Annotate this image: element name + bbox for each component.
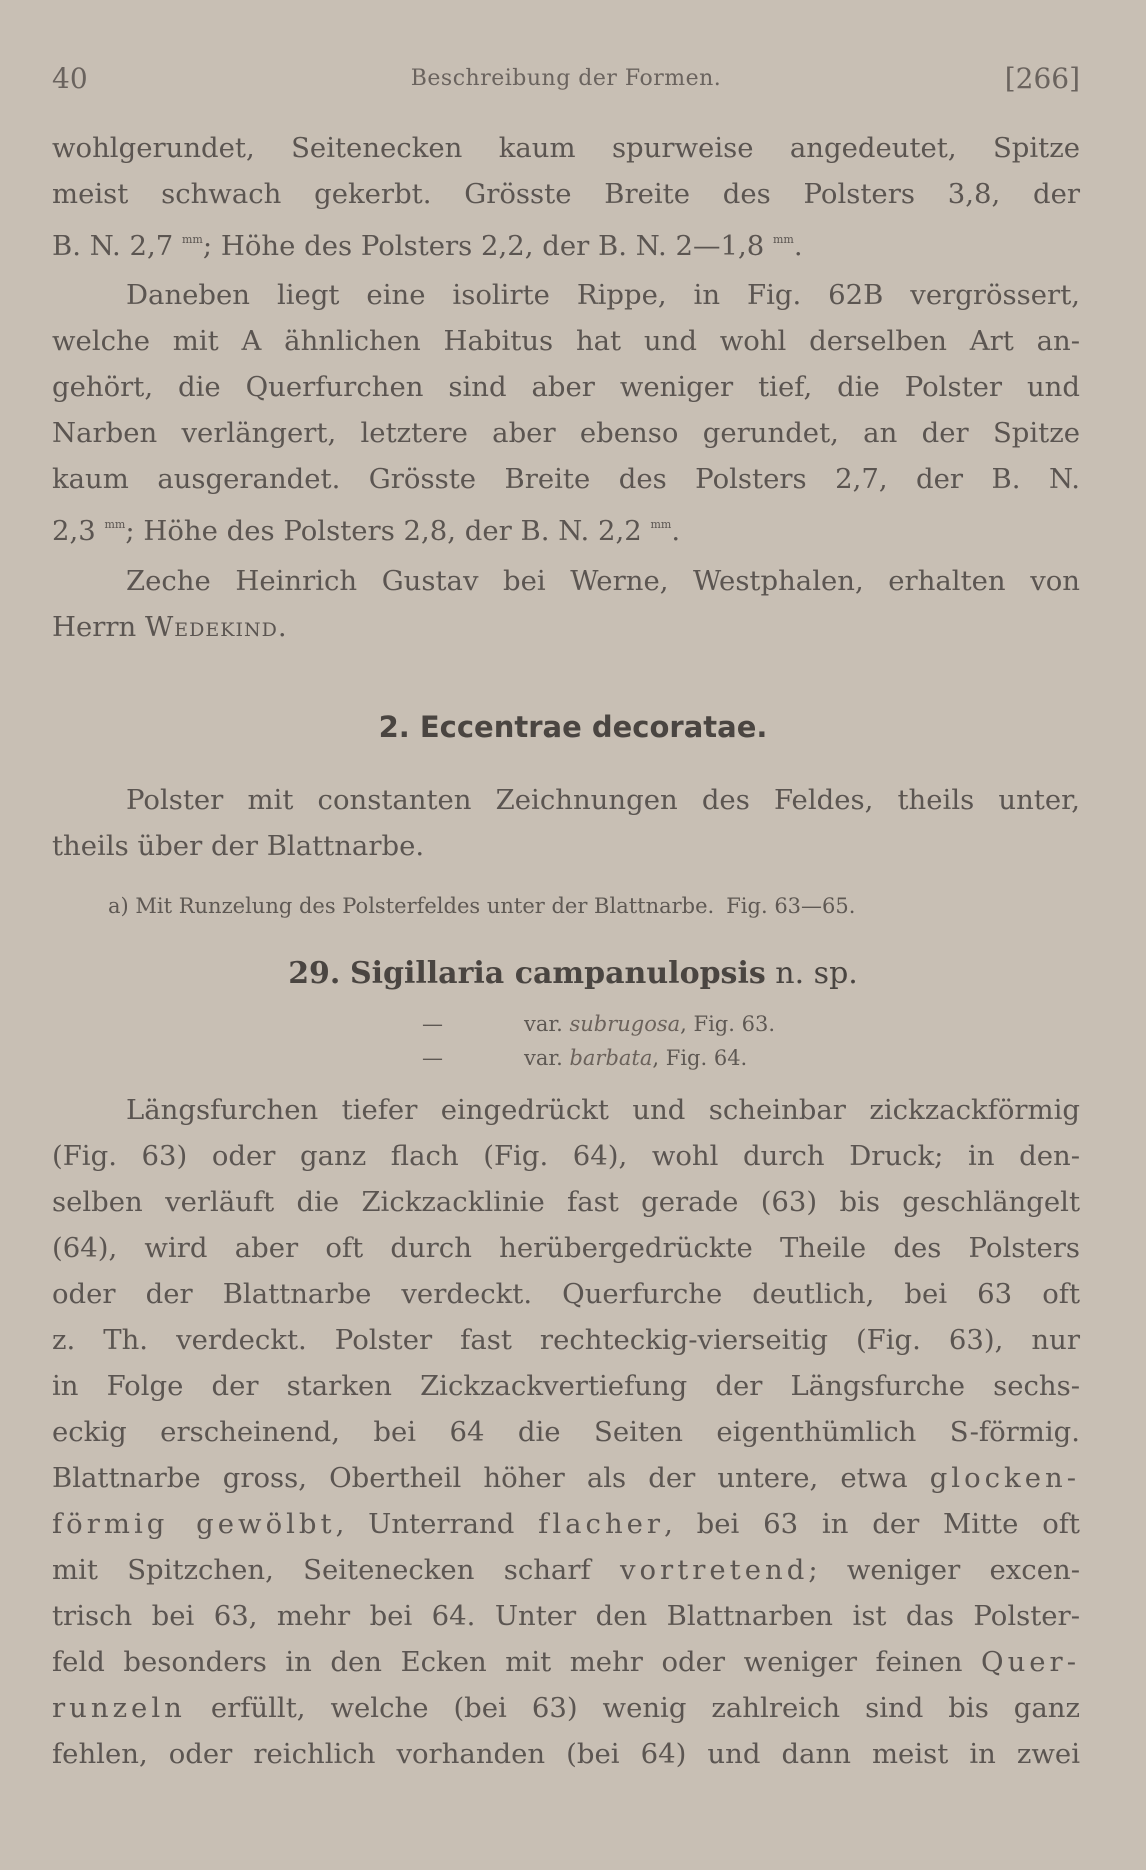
species-heading: 29. Sigillaria campanulopsis n. sp. [288, 956, 858, 991]
text-line: kaum ausgerandet. Grösste Breite des Polsters 2,7, der B. N. [52, 463, 1080, 495]
running-title: Beschreibung der Formen. [410, 66, 722, 91]
section-heading: 2. Eccentrae decoratae. [378, 710, 768, 744]
text-line: meist schwach gekerbt. Grösste Breite des Polsters 3,8, der [52, 178, 1080, 210]
text-line: fehlen, oder reichlich vorhanden (bei 64) und dann meist in zwei [52, 1738, 1080, 1770]
text-line: förmig gewölbt, Unterrand flacher, bei 63 in der Mitte oft [52, 1508, 1080, 1540]
text-line: selben verläuft die Zickzacklinie fast gerade (63) bis geschlängelt [52, 1186, 1080, 1218]
text-line: z. Th. verdeckt. Polster fast rechteckig-vierseitig (Fig. 63), nur [52, 1324, 1080, 1356]
text-line: oder der Blattnarbe verdeckt. Querfurche deutlich, bei 63 oft [52, 1278, 1080, 1310]
text-line: Blattnarbe gross, Obertheil höher als der untere, etwa glocken- [52, 1462, 1080, 1494]
text-line: Herrn Wedekind. [52, 611, 287, 643]
text-line: theils über der Blattnarbe. [52, 830, 425, 862]
text-line: Narben verlängert, letztere aber ebenso gerundet, an der Spitze [52, 417, 1080, 449]
original-page-number: [266] [1004, 62, 1080, 95]
text-line: feld besonders in den Ecken mit mehr oder weniger feinen Quer- [52, 1646, 1080, 1678]
variety-line: — var. barbata, Fig. 64. [422, 1046, 748, 1070]
text-line: welche mit A ähnlichen Habitus hat und wohl derselben Art an- [52, 325, 1080, 357]
text-line: B. N. 2,7 $^{mm}$; Höhe des Polsters 2,2, der B. N. 2—1,8 $^{mm}$. [52, 230, 803, 262]
text-line: 2,3 $^{mm}$; Höhe des Polsters 2,8, der B. N. 2,2 $^{mm}$. [52, 515, 681, 547]
text-line: mit Spitzchen, Seitenecken scharf vortretend; weniger excen- [52, 1554, 1080, 1586]
page-header [52, 62, 1080, 102]
text-line: (Fig. 63) oder ganz flach (Fig. 64), wohl durch Druck; in den- [52, 1140, 1080, 1172]
variety-line: — var. subrugosa, Fig. 63. [422, 1012, 775, 1036]
subsection-heading: a) Mit Runzelung des Polsterfeldes unter der Blattnarbe. Fig. 63—65. [108, 894, 856, 918]
page-number: 40 [52, 62, 88, 95]
text-line: Daneben liegt eine isolirte Rippe, in Fig. 62B vergrössert, [126, 279, 1080, 311]
text-line: runzeln erfüllt, welche (bei 63) wenig zahlreich sind bis ganz [52, 1692, 1080, 1724]
text-line: eckig erscheinend, bei 64 die Seiten eigenthümlich S-förmig. [52, 1416, 1080, 1448]
text-line: gehört, die Querfurchen sind aber weniger tief, die Polster und [52, 371, 1080, 403]
text-line: wohlgerundet, Seitenecken kaum spurweise angedeutet, Spitze [52, 132, 1080, 164]
text-line: trisch bei 63, mehr bei 64. Unter den Blattnarben ist das Polster- [52, 1600, 1080, 1632]
text-line: Längsfurchen tiefer eingedrückt und scheinbar zickzackförmig [126, 1094, 1080, 1126]
person-name: Wedekind [145, 611, 278, 643]
text-line: Zeche Heinrich Gustav bei Werne, Westphalen, erhalten von [126, 565, 1080, 597]
text-line: Polster mit constanten Zeichnungen des Feldes, theils unter, [126, 784, 1080, 816]
text-line: in Folge der starken Zickzackvertiefung der Längsfurche sechs- [52, 1370, 1080, 1402]
text-line: (64), wird aber oft durch herübergedrückte Theile des Polsters [52, 1232, 1080, 1264]
